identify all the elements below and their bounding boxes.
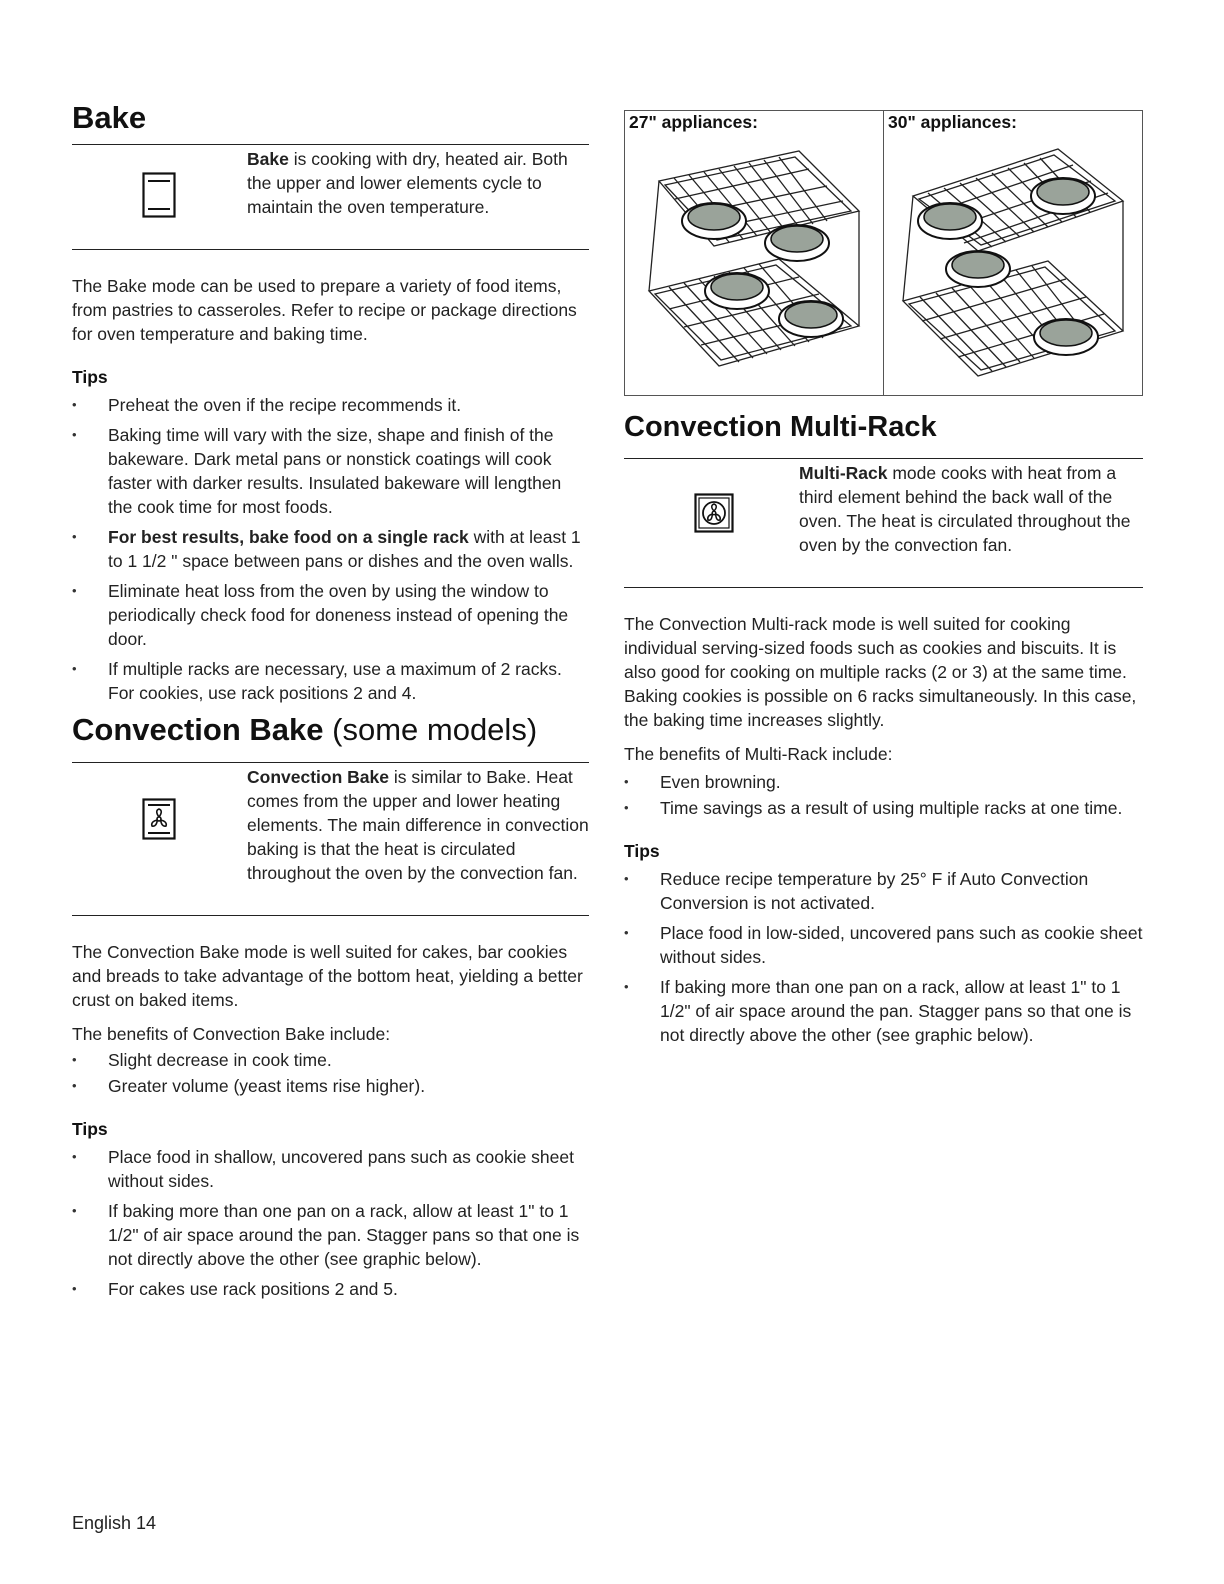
multi-rack-tips-list [624, 867, 1143, 1047]
convection-bake-benefits-list [72, 1048, 589, 1098]
multi-rack-fan-icon [694, 493, 734, 538]
multi-rack-body: The Convection Multi-rack mode is well suited for cooking individual serving-sized foods such as cookies and biscuits. It is also good for cooking on multiple racks (2 or 3) at the same time. Baking cookies is possible on 6 racks simultaneously. In this case, the baking time increases slightly. [624, 614, 1137, 730]
list-item: • For best results, bake food on a single rack with at least 1 to 1 1/2 " space between pans or dishes and the oven walls. [72, 525, 589, 573]
rack-figure [624, 110, 1143, 396]
bake-body: The Bake mode can be used to prepare a variety of food items, from pastries to casseroles. Refer to recipe or package directions for oven temperature and baking time. [72, 276, 577, 344]
convection-fan-icon [142, 798, 176, 845]
multi-rack-description: Multi-Rack mode cooks with heat from a third element behind the back wall of the oven. The heat is circulated throughout the oven by the convection fan. [799, 463, 1131, 555]
list-item: • For cakes use rack positions 2 and 5. [72, 1277, 589, 1301]
list-item: • Even browning. [624, 770, 1143, 794]
list-item: • Time savings as a result of using multiple racks at one time. [624, 796, 1143, 820]
list-item: • If baking more than one pan on a rack, allow at least 1" to 1 1/2" of air space around the pan. Stagger pans so that one is not directly above the other (see graphic below). [72, 1199, 589, 1271]
rack-panel-30 [883, 111, 1142, 395]
multi-rack-mode-box [624, 458, 1143, 588]
page-footer: English 14 [72, 1513, 157, 1533]
rack-illustration-30 [888, 141, 1138, 391]
rack-panel-27 [625, 111, 883, 395]
rack-illustration-27 [629, 141, 879, 391]
bake-mode-box [72, 144, 589, 250]
multi-rack-benefits-intro: The benefits of Multi-Rack include: [624, 744, 893, 764]
convection-bake-tips-list [72, 1145, 589, 1301]
list-item: • If baking more than one pan on a rack, allow at least 1" to 1 1/2" of air space around the pan. Stagger pans so that one is not directly above the other (see graphic below). [624, 975, 1143, 1047]
convection-bake-benefits-intro: The benefits of Convection Bake include: [72, 1024, 391, 1044]
list-item: • Slight decrease in cook time. [72, 1048, 589, 1072]
bake-tips-list [72, 393, 589, 705]
convection-bake-tips-heading: Tips [72, 1119, 108, 1139]
bake-description: Bake is cooking with dry, heated air. Both the upper and lower elements cycle to maintain the oven temperature. [247, 149, 568, 217]
multi-rack-tips-heading: Tips [624, 841, 660, 861]
list-item: • Greater volume (yeast items rise higher). [72, 1074, 589, 1098]
list-item: • Place food in shallow, uncovered pans such as cookie sheet without sides. [72, 1145, 589, 1193]
multi-rack-benefits-list [624, 770, 1143, 820]
left-column [72, 98, 589, 1301]
list-item: • Reduce recipe temperature by 25° F if Auto Convection Conversion is not activated. [624, 867, 1143, 915]
convection-bake-description: Convection Bake is similar to Bake. Heat comes from the upper and lower heating elements. The main difference in convection baking is that the heat is circulated throughout the oven by the convection fan. [247, 767, 589, 883]
bake-tips-heading: Tips [72, 367, 108, 387]
list-item: • Preheat the oven if the recipe recommends it. [72, 393, 589, 417]
convection-multi-rack-heading: Convection Multi-Rack [624, 411, 937, 443]
rack-label-30: 30" appliances: [888, 112, 1017, 132]
convection-bake-mode-box [72, 762, 589, 916]
bake-mode-icon [142, 172, 176, 223]
list-item: • Place food in low-sided, uncovered pans such as cookie sheet without sides. [624, 921, 1143, 969]
bake-heading: Bake [72, 100, 147, 135]
convection-bake-heading: Convection Bake (some models) [72, 712, 538, 747]
list-item: • If multiple racks are necessary, use a maximum of 2 racks. For cookies, use rack positions 2 and 4. [72, 657, 589, 705]
convection-bake-body: The Convection Bake mode is well suited for cakes, bar cookies and breads to take advantage of the bottom heat, yielding a better crust on baked items. [72, 942, 583, 1010]
rack-label-27: 27" appliances: [629, 112, 758, 132]
list-item: • Baking time will vary with the size, shape and finish of the bakeware. Dark metal pans or nonstick coatings will cook faster with darker results. Insulated bakeware will lengthen the cook time for most foods. [72, 423, 589, 519]
right-column [624, 110, 1143, 1047]
list-item: • Eliminate heat loss from the oven by using the window to periodically check food for doneness instead of opening the door. [72, 579, 589, 651]
